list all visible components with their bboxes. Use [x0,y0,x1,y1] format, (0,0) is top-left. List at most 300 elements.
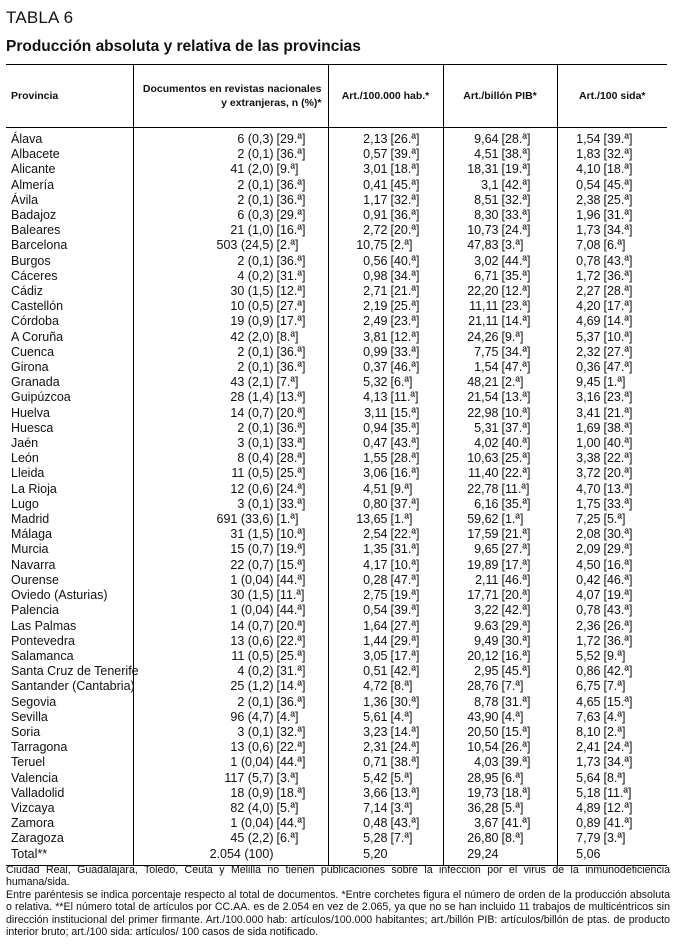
hab-value: 2,75 [363,588,388,603]
pib-value: 3,02 [474,253,499,268]
table-row [6,345,667,360]
hab-rank: [11.ª] [390,390,419,405]
sida-rank: [13.ª] [603,481,633,496]
sida-value: 2,27 [576,284,601,299]
hab-cell [328,238,443,253]
documentos-value: 2 (0,1) [237,344,274,359]
table-row [6,771,667,786]
sida-value: 0,54 [576,177,601,192]
sida-value: 7,08 [576,238,601,253]
sida-rank: [31.ª] [603,208,633,223]
provincia-cell: Vizcaya [11,800,55,815]
sida-cell [557,771,667,786]
sida-value: 2,41 [576,740,601,755]
sida-rank: [4.ª] [603,709,626,724]
documentos-rank: [2.ª] [276,238,299,253]
provincia-cell: Ávila [11,192,39,207]
table-row [6,649,667,664]
pib-value: 21,54 [467,390,499,405]
pib-rank: [21.ª] [501,527,531,542]
table-row [6,128,667,148]
sida-rank: [8.ª] [603,770,626,785]
table-row [6,390,667,405]
sida-value: 5,64 [576,770,601,785]
pib-rank: [39.ª] [501,755,531,770]
hab-cell [328,847,443,866]
sida-cell [557,360,667,375]
pib-rank: [8.ª] [501,831,524,846]
pib-value: 47,83 [467,238,499,253]
sida-cell [557,345,667,360]
sida-rank: [46.ª] [603,572,633,587]
hab-cell [328,406,443,421]
hab-cell [328,755,443,770]
documentos-rank: [44.ª] [276,755,306,770]
documentos-rank: [5.ª] [276,800,299,815]
pib-cell [443,147,557,162]
pib-cell [443,193,557,208]
hab-cell [328,634,443,649]
sida-rank: [24.ª] [603,740,633,755]
pib-value: 4,02 [474,436,499,451]
documentos-cell [133,466,328,481]
table-row [6,695,667,710]
sida-value: 0,86 [576,664,601,679]
documentos-value: 13 (0,6) [230,740,274,755]
hab-value: 13,65 [356,512,388,527]
pib-cell [443,755,557,770]
documentos-rank: [36.ª] [276,420,306,435]
documentos-cell [133,619,328,634]
pib-value: 9,65 [474,542,499,557]
hab-rank: [21.ª] [390,284,420,299]
hab-cell [328,254,443,269]
documentos-value: 1 (0,04) [230,572,274,587]
documentos-value: 31 (1,5) [230,527,274,542]
hab-value: 4,51 [363,481,388,496]
documentos-rank: [11.ª] [276,588,305,603]
pib-rank: [15.ª] [501,724,531,739]
pib-rank: [44.ª] [501,253,531,268]
documentos-cell [133,238,328,253]
sida-cell [557,558,667,573]
sida-value: 5,37 [576,329,601,344]
documentos-value: 2 (0,1) [237,360,274,375]
sida-cell [557,603,667,618]
sida-cell [557,801,667,816]
pib-rank: [35.ª] [501,268,531,283]
pib-cell [443,254,557,269]
provincia-cell: Jaén [11,436,39,451]
documentos-cell [133,375,328,390]
table-row [6,406,667,421]
hab-value: 3,05 [363,648,388,663]
documentos-rank: [33.ª] [276,436,306,451]
pib-rank: [13.ª] [501,390,531,405]
table-row [6,466,667,481]
pib-value: 4,03 [474,755,499,770]
sida-rank: [38.ª] [603,420,633,435]
pib-rank: [42.ª] [501,177,531,192]
sida-cell [557,436,667,451]
table-row [6,588,667,603]
sida-cell [557,466,667,481]
hab-cell [328,725,443,740]
pib-value: 28,76 [467,679,499,694]
pib-cell [443,816,557,831]
pib-cell [443,390,557,405]
table-row [6,542,667,557]
pib-rank: [27.ª] [501,542,531,557]
hab-rank: [35.ª] [390,420,420,435]
pib-rank: [30.ª] [501,633,531,648]
footnote-excluded: Ciudad Real, Guadalajara, Toledo, Ceuta y Melilla no tienen publicaciones sobre la infección por el virus de la inmunodeficiencia humana/sida. [6,864,670,889]
documentos-cell [133,847,328,866]
sida-rank: [12.ª] [603,800,633,815]
sida-value: 4,50 [576,557,601,572]
sida-cell [557,695,667,710]
documentos-cell [133,740,328,755]
sida-value: 3,72 [576,466,601,481]
table-row [6,254,667,269]
sida-value: 1,83 [576,147,601,162]
documentos-value: 117 (5,7) [224,770,274,785]
documentos-rank: [4.ª] [276,709,299,724]
pib-cell [443,406,557,421]
pib-value: 6,71 [474,268,499,283]
pib-value: 2,11 [475,572,499,587]
sida-rank: [45.ª] [603,177,633,192]
pib-rank: [10.ª] [501,405,531,420]
hab-rank: [6.ª] [390,375,413,390]
hab-value: 0,57 [363,147,388,162]
documentos-rank: [9.ª] [276,162,299,177]
hab-rank: [22.ª] [390,527,420,542]
hab-value: 0,48 [363,816,388,831]
sida-cell [557,755,667,770]
sida-rank: [36.ª] [603,633,633,648]
documentos-rank: [15.ª] [276,557,306,572]
hab-value: 3,81 [363,329,388,344]
provincia-cell: Castellón [11,299,64,314]
documentos-cell [133,771,328,786]
hab-cell [328,128,443,148]
hab-cell [328,345,443,360]
hab-value: 7,14 [363,800,388,815]
pib-value: 9,64 [474,132,499,146]
sida-cell [557,390,667,405]
documentos-rank: [22.ª] [276,740,306,755]
documentos-value: 2 (0,1) [237,253,274,268]
pib-rank: [1.ª] [501,512,524,527]
hab-value: 1,55 [363,451,388,466]
documentos-value: 3 (0,1) [237,724,274,739]
pib-rank: [32.ª] [501,192,531,207]
hab-value: 1,64 [363,618,388,633]
hab-cell [328,466,443,481]
header-pib: Art./billón PIB* [443,65,557,128]
hab-value: 0,56 [363,253,388,268]
hab-cell [328,527,443,542]
sida-rank: [20.ª] [603,466,633,481]
footnote-legend: Entre paréntesis se indica porcentaje respecto al total de documentos. *Entre corchetes figura el número de orden de la producción absoluta o relativa. **El número total de artículos por CC.AA. es de 2.054 en vez de 2.065, ya que no se han incluido 11 trabajos de multicéntricos sin dirección institucional del primer firmante. Art./100.000 hab: artículos/100.000 habitantes; art./billón PIB: artículos/billón de ptas. de producto interior bruto; art./100 sida: artículos/ 100 casos de sida notificado. [6,888,670,939]
pib-cell [443,619,557,634]
table-row [6,269,667,284]
pib-value: 4,51 [474,147,499,162]
pib-value: 22,98 [467,405,499,420]
hab-rank: [26.ª] [390,132,420,146]
documentos-rank: [44.ª] [276,603,306,618]
documentos-rank: [27.ª] [276,299,306,314]
table-row [6,314,667,329]
hab-value: 4,72 [363,679,388,694]
documentos-value: 3 (0,1) [237,496,274,511]
documentos-value: 14 (0,7) [230,618,274,633]
documentos-cell [133,390,328,405]
sida-cell [557,254,667,269]
pib-value: 11,11 [469,299,499,314]
sida-cell [557,619,667,634]
provincia-cell: Badajoz [11,208,57,223]
sida-value: 4,89 [576,800,601,815]
pib-cell [443,771,557,786]
documentos-cell [133,755,328,770]
documentos-value: 30 (1,5) [230,588,274,603]
sida-value: 4,70 [576,481,601,496]
provincia-cell: Lugo [11,496,39,511]
hab-rank: [39.ª] [390,603,420,618]
documentos-value: 8 (0,4) [237,451,274,466]
pib-rank: [12.ª] [501,284,531,299]
sida-rank: [9.ª] [603,648,626,663]
pib-value: 19,73 [467,785,499,800]
documentos-cell [133,497,328,512]
sida-value: 3,41 [576,405,601,420]
sida-value: 1,54 [576,132,601,146]
documentos-value: 4 (0,2) [237,664,274,679]
sida-cell [557,588,667,603]
hab-rank: [43.ª] [390,436,420,451]
table-header-row [6,65,667,128]
hab-rank: [38.ª] [390,755,420,770]
provincia-cell: Huelva [11,405,50,420]
provincia-cell: A Coruña [11,329,64,344]
hab-cell [328,740,443,755]
hab-value: 0,54 [363,603,388,618]
provincia-cell: Baleares [11,223,61,238]
hab-rank: [32.ª] [390,192,420,207]
sida-value: 4,10 [576,162,601,177]
documentos-cell [133,254,328,269]
documentos-cell [133,345,328,360]
provincia-cell: Guipúzcoa [11,390,71,405]
pib-rank: [47.ª] [501,360,531,375]
hab-cell [328,649,443,664]
pib-value: 22,78 [467,481,499,496]
sida-value: 1,72 [576,633,601,648]
pib-cell [443,725,557,740]
table-row [6,603,667,618]
documentos-value: 2 (0,1) [237,177,274,192]
sida-value: 1,72 [576,268,601,283]
hab-rank: [15.ª] [390,405,420,420]
documentos-cell [133,786,328,801]
pib-value: 9.63 [474,618,499,633]
provincia-cell: Girona [11,360,49,375]
sida-cell [557,679,667,694]
sida-rank: [2.ª] [603,724,626,739]
hab-value: 1,35 [363,542,388,557]
sida-value: 3,38 [576,451,601,466]
table-number: TABLA 6 [6,8,74,27]
sida-cell [557,664,667,679]
hab-rank: [28.ª] [390,451,420,466]
hab-rank: [2.ª] [390,238,413,253]
pib-cell [443,178,557,193]
pib-cell [443,603,557,618]
hab-cell [328,558,443,573]
pib-cell [443,573,557,588]
sida-value: 5,06 [576,846,601,861]
hab-value: 4,17 [363,557,388,572]
hab-cell [328,360,443,375]
documentos-rank: [18.ª] [276,785,306,800]
hab-rank: [36.ª] [390,208,420,223]
documentos-value: 22 (0,7) [230,557,274,572]
sida-rank: [34.ª] [603,755,633,770]
documentos-cell [133,128,328,148]
sida-rank: [33.ª] [603,496,633,511]
documentos-value: 18 (0,9) [230,785,274,800]
provincia-cell: Madrid [11,512,50,527]
provincia-cell: Ourense [11,572,59,587]
sida-cell [557,299,667,314]
pib-value: 26,80 [467,831,499,846]
hab-cell [328,816,443,831]
documentos-cell [133,223,328,238]
sida-cell [557,178,667,193]
hab-cell [328,482,443,497]
documentos-value: 28 (1,4) [230,390,274,405]
sida-cell [557,208,667,223]
sida-cell [557,649,667,664]
pib-rank: [29.ª] [501,618,531,633]
sida-rank: [40.ª] [603,436,633,451]
hab-cell [328,314,443,329]
provincia-cell: Cádiz [11,284,43,299]
hab-rank: [14.ª] [390,724,420,739]
hab-cell [328,588,443,603]
hab-cell [328,451,443,466]
sida-rank: [42.ª] [603,664,633,679]
hab-value: 5,42 [363,770,388,785]
hab-rank: [19.ª] [390,588,420,603]
documentos-value: 2 (0,1) [237,147,274,162]
table-row [6,786,667,801]
pib-cell [443,695,557,710]
table-row [6,147,667,162]
sida-value: 8,10 [576,724,601,739]
hab-value: 2,19 [363,299,388,314]
provinces-table [6,64,667,866]
documentos-rank: [25.ª] [276,466,306,481]
provincia-cell: Total** [11,846,48,861]
hab-value: 2,72 [363,223,388,238]
table-row [6,451,667,466]
hab-cell [328,512,443,527]
documentos-cell [133,162,328,177]
table-row [6,710,667,725]
hab-value: 3,01 [363,162,388,177]
pib-cell [443,664,557,679]
hab-cell [328,710,443,725]
sida-rank: [28.ª] [603,284,633,299]
provincia-cell: Palencia [11,603,59,618]
provincia-cell: Burgos [11,253,51,268]
sida-cell [557,451,667,466]
hab-value: 1,36 [363,694,388,709]
sida-value: 1,73 [576,755,601,770]
hab-cell [328,193,443,208]
pib-rank: [28.ª] [501,132,531,146]
hab-rank: [37.ª] [390,496,420,511]
documentos-cell [133,664,328,679]
pib-value: 59,62 [467,512,499,527]
hab-value: 5,32 [363,375,388,390]
pib-rank: [3.ª] [501,238,524,253]
provincia-cell: La Rioja [11,481,57,496]
documentos-rank: [44.ª] [276,572,306,587]
table-body [6,128,667,866]
pib-value: 8,30 [474,208,499,223]
sida-value: 0,78 [576,603,601,618]
pib-value: 48,21 [467,375,499,390]
sida-cell [557,238,667,253]
pib-rank: [26.ª] [501,740,531,755]
sida-value: 1,96 [576,208,601,223]
pib-rank: [9.ª] [501,329,524,344]
pib-rank: [24.ª] [501,223,531,238]
pib-cell [443,436,557,451]
pib-rank: [35.ª] [501,496,531,511]
sida-value: 1,73 [576,223,601,238]
documentos-cell [133,360,328,375]
hab-cell [328,664,443,679]
provincia-cell: Santa Cruz de Tenerife [11,664,139,679]
pib-value: 6,16 [474,496,499,511]
pib-cell [443,162,557,177]
hab-value: 3,66 [363,785,388,800]
documentos-cell [133,603,328,618]
pib-value: 8,78 [474,694,499,709]
provincia-cell: León [11,451,39,466]
hab-rank: [31.ª] [390,542,420,557]
hab-value: 2,49 [363,314,388,329]
pib-rank: [41.ª] [501,816,531,831]
documentos-value: 43 (2,1) [230,375,274,390]
documentos-cell [133,634,328,649]
hab-value: 10,75 [356,238,388,253]
sida-cell [557,223,667,238]
documentos-rank: [7.ª] [276,375,299,390]
sida-rank: [47.ª] [603,360,633,375]
hab-rank: [39.ª] [390,147,420,162]
hab-value: 0,47 [363,436,388,451]
pib-rank: [46.ª] [501,572,531,587]
documentos-rank: [14.ª] [276,679,306,694]
pib-cell [443,542,557,557]
pib-rank: [22.ª] [501,466,531,481]
